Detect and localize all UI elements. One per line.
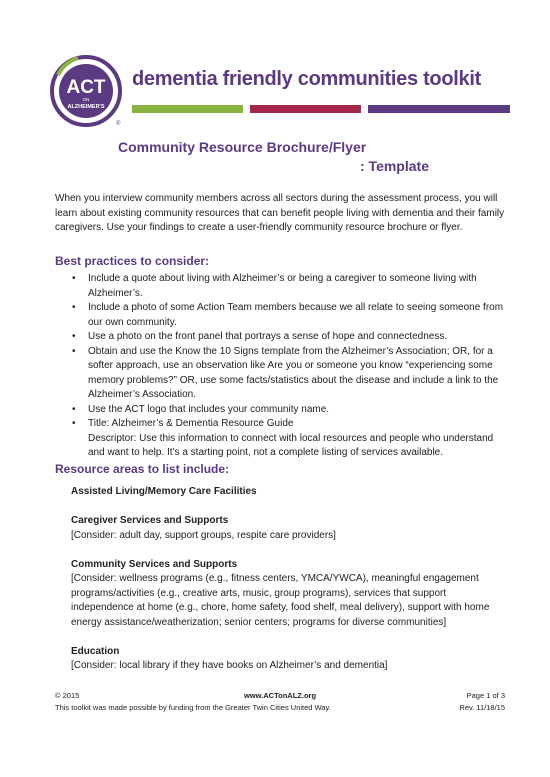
red-bar: [250, 105, 361, 113]
bullet-icon: •: [72, 273, 76, 284]
list-item: [55, 301, 505, 330]
color-bars: [132, 105, 510, 113]
resource-item: [71, 514, 511, 543]
list-item-text: Include a quote about living with Alzheimer’s or being a caregiver to someone living with Alzheimer’s.: [88, 273, 477, 299]
resource-title: Caregiver Services and Supports: [71, 515, 229, 526]
resource-item: [71, 558, 511, 631]
list-item: [55, 272, 505, 301]
list-item: [55, 403, 505, 418]
purple-bar: [368, 105, 510, 113]
resource-note: [Consider: wellness programs (e.g., fitness centers, YMCA/YWCA), meaningful engagement programs/activities (e.g., creative arts, music, group programs), services that support independence at home (e.g., chore, home safety, food shelf, meal delivery), support with home energy assistance/weatherization; senior centers; programs for diverse communities]: [71, 573, 490, 628]
green-bar: [132, 105, 243, 113]
resource-note: [Consider: local library if they have books on Alzheimer’s and dementia]: [71, 660, 388, 671]
resource-title: Community Services and Supports: [71, 558, 238, 570]
list-item: [55, 417, 505, 461]
list-item: [55, 345, 505, 403]
registered-mark: ®: [116, 121, 121, 127]
resource-item: [71, 485, 511, 500]
list-item-text: Use the ACT logo that includes your community name.: [88, 403, 330, 415]
page-title: Community Resource Brochure/Flyer: [118, 139, 367, 155]
resource-areas-heading: Resource areas to list include:: [55, 462, 230, 476]
footer: [55, 690, 505, 714]
best-practices-list: [55, 272, 505, 461]
bullet-icon: •: [72, 302, 76, 313]
intro-paragraph: When you interview community members across all sectors during the assessment process, you will learn about existing community resources that can benefit people living with dementia and their family caregivers. Use your findings to create a user-friendly community resource brochure or flyer.: [55, 193, 505, 233]
logo-text-on: ON: [82, 97, 90, 102]
list-item-text: Obtain and use the Know the 10 Signs template from the Alzheimer’s Association; OR, for a softer approach, use an observation like Are you or someone you know “experiencing some memory problems?” OR, use some facts/statistics about the disease and include a link to the Alzheimer’s Association.: [88, 345, 499, 400]
list-item-text: Use a photo on the front panel that portrays a sense of hope and connectedness.: [88, 331, 448, 342]
funding-note: This toolkit was made possible by funding from the Greater Twin Cities United Way.: [55, 703, 331, 712]
list-item-descriptor: Descriptor: Use this information to connect with local resources and people who understand and want to help. It’s a starting point, not a complete listing of services available.: [88, 432, 494, 458]
page-subtitle: : Template: [360, 158, 429, 174]
list-item-text: Title: Alzheimer’s & Dementia Resource Guide: [88, 418, 294, 429]
copyright: © 2015: [55, 691, 80, 700]
resource-areas-list: [71, 485, 511, 688]
resource-note: [Consider: adult day, support groups, respite care providers]: [71, 529, 336, 541]
list-item-text: Include a photo of some Action Team members because we all relate to seeing someone from our own community.: [88, 302, 504, 328]
resource-item: [71, 645, 511, 674]
resource-title: Education: [71, 645, 120, 657]
list-item: [55, 330, 505, 345]
toolkit-title: dementia friendly communities toolkit: [132, 68, 481, 90]
logo-text-act: ACT: [66, 77, 106, 98]
bullet-icon: •: [72, 403, 76, 415]
website-link[interactable]: www.ACTonALZ.org: [243, 691, 317, 700]
bullet-icon: •: [72, 331, 76, 342]
revision-date: Rev. 11/18/15: [459, 703, 505, 712]
logo-text-alzheimers: ALZHEIMER'S: [67, 104, 105, 110]
page-number: Page 1 of 3: [466, 691, 505, 700]
act-on-alzheimers-logo: [50, 55, 122, 127]
best-practices-heading: Best practices to consider:: [55, 254, 210, 268]
bullet-icon: •: [72, 345, 76, 357]
resource-title: Assisted Living/Memory Care Facilities: [71, 486, 257, 497]
bullet-icon: •: [72, 418, 76, 429]
header: [50, 55, 510, 135]
